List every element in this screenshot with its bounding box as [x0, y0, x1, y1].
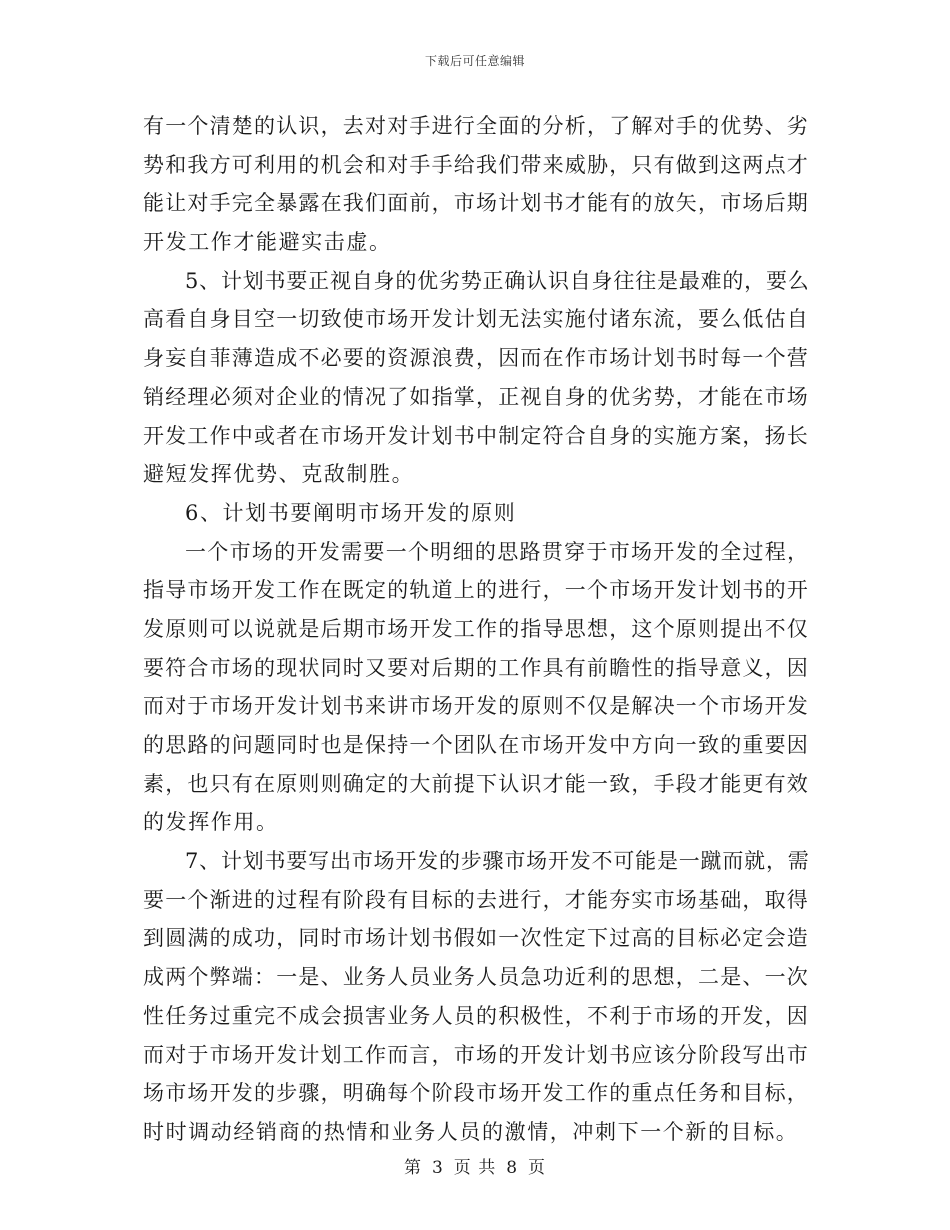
text-line: 避短发挥优势、克敌制胜。	[143, 462, 415, 487]
text-line: 的思路的问题同时也是保持一个团队在市场开发中方向一致的重要因	[143, 733, 809, 757]
text-line: 成两个弊端：一是、业务人员业务人员急功近利的思想，二是、一次	[143, 965, 809, 990]
text-line: 发原则可以说就是后期市场开发工作的指导思想，这个原则提出不仅	[143, 616, 809, 641]
document-body	[143, 107, 809, 1152]
footer-prefix: 第	[403, 1158, 422, 1178]
footer-page-number: 3	[431, 1158, 444, 1178]
text-line: 性任务过重完不成会损害业务人员的积极性，不利于市场的开发，因	[143, 1003, 809, 1028]
text-line: 身妄自菲薄造成不必要的资源浪费，因而在作市场计划书时每一个营	[143, 346, 809, 371]
text-line: 的发挥作用。	[143, 810, 279, 835]
text-line: 7、计划书要写出市场开发的步骤市场开发不可能是一蹴而就，需	[185, 849, 810, 874]
footer-middle: 页 共	[453, 1158, 497, 1178]
text-line: 开发工作中或者在市场开发计划书中制定符合自身的实施方案，扬长	[143, 423, 809, 448]
text-line: 而对于市场开发计划书来讲市场开发的原则不仅是解决一个市场开发	[143, 694, 809, 719]
text-line: 能让对手完全暴露在我们面前，市场计划书才能有的放矢，市场后期	[143, 191, 809, 216]
text-line: 要一个渐进的过程有阶段有目标的去进行，才能夯实市场基础，取得	[143, 887, 809, 912]
text-line: 指导市场开发工作在既定的轨道上的进行，一个市场开发计划书的开	[143, 578, 809, 603]
text-line: 素，也只有在原则则确定的大前提下认识才能一致，手段才能更有效	[143, 771, 809, 796]
footer-total-pages: 8	[506, 1158, 519, 1178]
text-line: 销经理必须对企业的情况了如指掌，正视自身的优劣势，才能在市场	[143, 384, 809, 409]
text-line: 时时调动经销商的热情和业务人员的激情，冲刺下一个新的目标。	[143, 1119, 799, 1144]
text-line: 5、计划书要正视自身的优劣势正确认识自身往往是最难的，要么	[185, 268, 810, 293]
text-line: 到圆满的成功，同时市场计划书假如一次性定下过高的目标必定会造	[143, 926, 809, 951]
page-footer	[0, 1153, 950, 1178]
footer-suffix: 页	[528, 1158, 547, 1178]
page-header: 下载后可任意编辑	[424, 54, 525, 68]
text-line: 6、计划书要阐明市场开发的原则	[185, 500, 517, 525]
text-line: 高看自身目空一切致使市场开发计划无法实施付诸东流，要么低估自	[143, 307, 809, 332]
text-line: 有一个清楚的认识，去对对手进行全面的分析，了解对手的优势、劣	[143, 114, 809, 138]
text-line: 而对于市场开发计划工作而言，市场的开发计划书应该分阶段写出市	[143, 1042, 809, 1067]
text-line: 开发工作才能避实击虚。	[143, 230, 392, 255]
text-line: 一个市场的开发需要一个明细的思路贯穿于市场开发的全过程，	[185, 539, 810, 564]
text-line: 要符合市场的现状同时又要对后期的工作具有前瞻性的指导意义，因	[143, 655, 809, 680]
text-line: 场市场开发的步骤，明确每个阶段市场开发工作的重点任务和目标，	[143, 1081, 809, 1106]
text-line: 势和我方可利用的机会和对手手给我们带来威胁，只有做到这两点才	[143, 152, 809, 177]
